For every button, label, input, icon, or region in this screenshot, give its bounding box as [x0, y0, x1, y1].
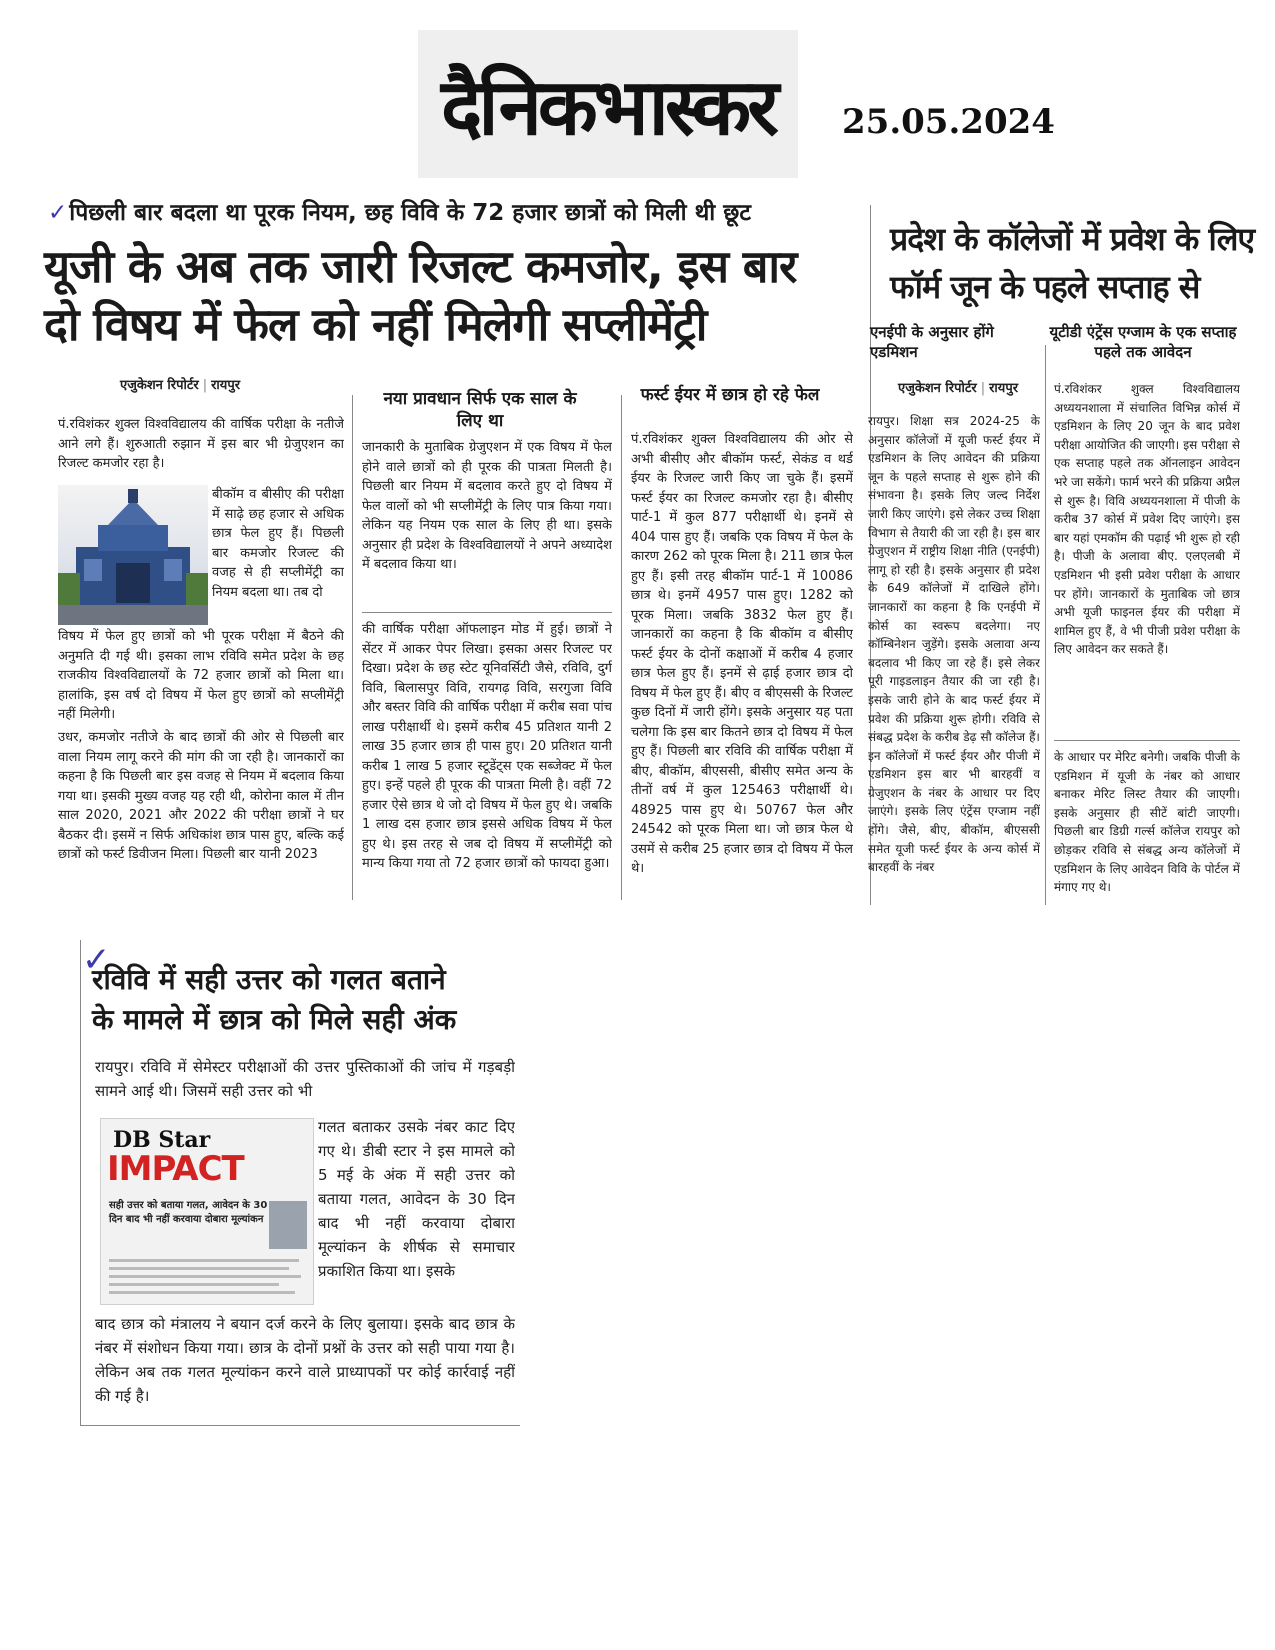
byline-place: रायपुर — [211, 378, 241, 393]
clipping-edge — [80, 940, 81, 1425]
right-col-a — [868, 412, 1040, 907]
col2-top — [362, 438, 612, 606]
main-headline — [44, 238, 874, 354]
byline-separator: | — [980, 381, 986, 396]
col1-beside-photo — [212, 485, 344, 625]
bottom-headline — [92, 960, 512, 1040]
right-col-b-bottom — [1054, 748, 1240, 908]
right-col-b-top-text: पं.रविशंकर शुक्ल विश्वविद्यालय अध्ययनशाला में संचालित विभिन्न कोर्स में एडमिशन के लिए 20 जून के बाद प्रवेश परीक्षा आयोजित की जाएगी। इस परीक्षा से एक सप्ताह पहले तक ऑनलाइन आवेदन भरे जा सकेंगे। फार्म भरने की प्रक्रिया अप्रैल से शुरू है। विवि अध्ययनशाला में पीजी के करीब 37 कोर्स में प्रवेश दिए जाएंगे। इस बार यहां एमकॉम की पढ़ाई भी शुरू हो रही है। पीजी के अलावा बीए. एलएलबी में एडमिशन भी इसी प्रवेश परीक्षा के आधार पर होंगे। जानकारों के मुताबिक जो छात्र अभी यूजी फाइनल ईयर की परीक्षा में शामिल हुए हैं, वे भी पीजी प्रवेश परीक्षा के लिए आवेदन कर सकते हैं। — [1054, 382, 1240, 657]
impact-label: IMPACT — [107, 1149, 244, 1189]
main-headline-line-2: दो विषय में फेल को नहीं मिलेगी सप्लीमेंट्री — [44, 298, 707, 351]
col1-intro-text: पं.रविशंकर शुक्ल विश्वविद्यालय की वार्षिक परीक्षा के नतीजे आने लगे हैं। शुरुआती रुझान में इस बार भी ग्रेजुएशन का रिजल्ट कमजोर रहा है। — [58, 417, 344, 471]
right-subhead-left: एनईपी के अनुसार होंगे एडमिशन — [870, 323, 994, 361]
right-subhead-right: यूटीडी एंट्रेंस एग्जाम के एक सप्ताह पहले तक आवेदन — [1049, 323, 1237, 361]
right-headline-line-2: फॉर्म जून के पहले सप्ताह से — [890, 268, 1200, 306]
col2-bottom — [362, 620, 612, 900]
clip-photo-thumbnail — [269, 1201, 307, 1249]
bottom-rest — [95, 1312, 515, 1422]
clip-text-line — [109, 1267, 289, 1270]
col1-intro — [58, 415, 344, 483]
bottom-beside-box — [318, 1115, 515, 1310]
col1-para-3 — [58, 728, 344, 898]
bottom-headline-line-1: रविवि में सही उत्तर को गलत बताने — [92, 963, 446, 996]
clipping-edge — [80, 1425, 520, 1426]
bottom-lead — [95, 1055, 515, 1115]
publication-date: 25.05.2024 — [842, 102, 1055, 142]
main-kicker-text: पिछली बार बदला था पूरक नियम, छह विवि के 72 हजार छात्रों को मिली थी छूट — [69, 200, 751, 226]
clip-text-line — [109, 1259, 299, 1262]
byline-separator: | — [202, 378, 208, 393]
right-col-b-top — [1054, 380, 1240, 732]
bottom-lead-text: रायपुर। रविवि में सेमेस्टर परीक्षाओं की उत्तर पुस्तिकाओं की जांच में गड़बड़ी सामने आई थी। जिसमें सही उत्तर को भी — [95, 1058, 515, 1100]
right-col-a-text: रायपुर। शिक्षा सत्र 2024-25 के अनुसार कॉलेजों में यूजी फर्स्ट ईयर में एडमिशन के लिए आवेदन की प्रक्रिया जून के पहले सप्ताह से शुरू होने की संभावना है। इसके लिए जल्द निर्देश जारी किए जाएंगे। इसे लेकर उच्च शिक्षा विभाग से तैयारी की जा रही है। इस बार ग्रेजुएशन में राष्ट्रीय शिक्षा नीति (एनईपी) लागू हो रही है। इसके अनुसार ही प्रदेश के 649 कॉलेजों में दाखिले होंगे। जानकारों का कहना है कि एनईपी में कोर्स का स्वरूप बदलेगा। नए कॉम्बिनेशन जुड़ेंगे। इसके अलावा अन्य बदलाव भी किए जा रहे हैं। इसे लेकर पूरी गाइडलाइन तैयार की जा रही है। इसके जारी होने के बाद फर्स्ट ईयर में प्रवेश की प्रक्रिया शुरू होगी। रविवि से संबद्ध प्रदेश के करीब डेढ़ सौ कॉलेज हैं। इन कॉलेजों में फर्स्ट ईयर और पीजी में एडमिशन इस बार भी बारहवीं व ग्रेजुएशन के नंबर के आधार पर दिए जाएंगे। इसके लिए एंट्रेंस एग्जाम नहीं होंगे। जैसे, बीए, बीकॉम, बीएससी समेत यूजी फर्स्ट ईयर के अन्य कोर्स में बारहवीं के नंबर — [868, 414, 1040, 875]
right-col-b-bottom-text: के आधार पर मेरिट बनेगी। जबकि पीजी के एडमिशन में यूजी के नंबर को आधार बनाकर मेरिट लिस्ट तैयार की जाएगी। इसके अनुसार ही सीटें बांटी जाएगी। पिछली बार डिग्री गर्ल्स कॉलेज रायपुर को छोड़कर रविवि से संबद्ध अन्य कॉलेजों में एडमिशन के लिए आवेदन विवि के पोर्टल में मंगाए गए थे। — [1054, 750, 1240, 895]
main-kicker — [48, 195, 868, 227]
col2-top-text: जानकारी के मुताबिक ग्रेजुएशन में एक विषय में फेल होने वाले छात्रों को ही पूरक की पात्रता मिलती है। पिछली बार नियम में बदलाव करते हुए दो विषय में फेल वालों को भी सप्लीमेंट्री के लिए पात्र किया गया। लेकिन यह नियम एक साल के लिए ही था। इसके अनुसार ही प्रदेश के विश्वविद्यालयों ने अपने अध्यादेश में बदलाव किया था। — [362, 440, 612, 572]
pen-mark-icon: ✓ — [48, 200, 68, 226]
col2-bottom-text: की वार्षिक परीक्षा ऑफलाइन मोड में हुई। छात्रों ने सेंटर में आकर पेपर लिखा। इसका असर रिजल्ट पर दिखा। प्रदेश के छह स्टेट यूनिवर्सिटी जैसे, रविवि, दुर्ग विवि, बिलासपुर विवि, रायगढ़ विवि, सरगुजा विवि और बस्तर विवि की वार्षिक परीक्षा में करीब सवा पांच लाख परीक्षार्थी थे। इसमें करीब 45 प्रतिशत यानी 2 लाख 35 हजार छात्र ही पास हुए। 20 प्रतिशत यानी करीब 1 लाख 5 हजार स्टूडेंट्स एक सब्जेक्ट में फेल हुए। इन्हें पहले ही पूरक की पात्रता मिली है। वहीं 72 हजार ऐसे छात्र थे जो दो विषय में फेल हुए थे। जबकि 1 लाख दस हजार छात्र इससे अधिक विषय में फेल हुए थे। इस तरह से जब दो विषय में सप्लीमेंट्री को मान्य किया गया तो 72 हजार छात्रों को फायदा हुआ। — [362, 622, 612, 871]
right-byline — [898, 378, 1018, 396]
col3-text: पं.रविशंकर शुक्ल विश्वविद्यालय की ओर से अभी बीसीए और बीकॉम फर्स्ट, सेकंड व थर्ड ईयर के रिजल्ट जारी किए जा चुके हैं। इसमें फर्स्ट ईयर का रिजल्ट कमजोर रहा है। बीसीए पार्ट-1 में कुल 877 परीक्षार्थी थे। इनमें से 404 पास हुए हैं। जबकि एक विषय में फेल के कारण 262 को पूरक मिला है। 211 छात्र फेल हुए हैं। इसी तरह बीकॉम पार्ट-1 में 10086 छात्र थे। इनमें 4957 पास हुए। 1282 को पूरक मिला। जबकि 3832 फेल हुए हैं। जानकारों का कहना है कि बीकॉम व बीसीए फर्स्ट ईयर के दोनों कक्षाओं में करीब 4 हजार छात्र फेल हुए हैं। इनमें से ढ़ाई हजार छात्र दो विषय में फेल हुए हैं। बीए व बीएससी के रिजल्ट कुछ दिनों में जारी होंगे। इसके अनुसार यह पता चलेगा कि इस बार कितने छात्र दो विषय में फेल हुए हैं। पिछली बार रविवि की वार्षिक परीक्षा में बीए, बीकॉम, बीएससी, बीसीए समेत अन्य के तीनों वर्ष में कुल 125463 परीक्षार्थी थे। 48925 पास हुए थे। 50767 फेल और 24542 को पूरक मिला था। जो छात्र फेल थे उसमें से करीब 25 हजार छात्र दो विषय में फेल थे। — [631, 432, 853, 876]
col3 — [631, 430, 853, 900]
subhead-col3: फर्स्ट ईयर में छात्र हो रहे फेल — [640, 385, 820, 405]
byline-place: रायपुर — [989, 381, 1019, 396]
byline-desk: एजुकेशन रिपोर्टर — [898, 381, 977, 396]
newspaper-name: दैनिकभास्कर — [441, 63, 775, 153]
col1-beside-photo-text: बीकॉम व बीसीए की परीक्षा में साढ़े छह हजार से अधिक छात्र फेल हुए हैं। पिछली बार कमजोर रिजल्ट की वजह से ही सप्लीमेंट्री का नियम बदला था। तब दो — [212, 487, 344, 600]
masthead-logo — [418, 30, 798, 178]
db-star-brand: DB Star — [113, 1127, 211, 1153]
bottom-headline-line-2: के मामले में छात्र को मिले सही अंक — [92, 1003, 457, 1036]
clip-text-line — [109, 1291, 295, 1294]
byline-desk: एजुकेशन रिपोर्टर — [120, 378, 199, 393]
right-headline — [890, 215, 1255, 311]
column-divider — [1054, 740, 1240, 741]
clip-text-line — [109, 1283, 279, 1286]
main-headline-line-1: यूजी के अब तक जारी रिजल्ट कमजोर, इस बार — [44, 240, 797, 293]
bottom-beside-box-text: गलत बताकर उसके नंबर काट दिए गए थे। डीबी स्टार ने इस मामले को 5 मई के अंक में सही उत्तर को बताया गलत, आवेदन के 30 दिन बाद भी नहीं करवाया दोबारा मूल्यांकन के शीर्षक से समाचार प्रकाशित किया था। इसके — [318, 1118, 515, 1280]
clip-text-line — [109, 1275, 301, 1278]
clip-headline: सही उत्तर को बताया गलत, आवेदन के 30 दिन बाद भी नहीं करवाया दोबारा मूल्यांकन — [109, 1200, 268, 1225]
column-divider — [362, 612, 612, 613]
pen-mark-icon: ✓ — [82, 940, 111, 980]
right-headline-line-1: प्रदेश के कॉलेजों में प्रवेश के लिए — [890, 220, 1255, 258]
bottom-rest-text: बाद छात्र को मंत्रालय ने बयान दर्ज करने के लिए बुलाया। इसके बाद छात्र के नंबर में संशोधन किया गया। छात्र के दोनों प्रश्नों के उत्तर को सही पाया गया है। लेकिन अब तक गलत मूल्यांकन करने वाले प्राध्यापकों पर कोई कार्रवाई नहीं की गई है। — [95, 1315, 515, 1405]
db-star-impact-clipping — [100, 1118, 314, 1305]
column-rule — [352, 395, 353, 900]
column-rule — [621, 395, 622, 900]
main-byline — [120, 375, 240, 393]
column-rule — [1045, 345, 1046, 905]
col1-para-2 — [58, 627, 344, 725]
col1-para-2-text: विषय में फेल हुए छात्रों को भी पूरक परीक्षा में बैठने की अनुमति दी गई थी। इसका लाभ रविवि समेत प्रदेश के छह राजकीय विश्वविद्यालयों के 72 हजार छात्रों को मिला था। हालांकि, इस वर्ष दो विषय में फेल हुए छात्रों को सप्लीमेंट्री नहीं मिलेगी। — [58, 629, 344, 722]
university-building-photo — [58, 485, 208, 625]
subhead-col2: नया प्रावधान सिर्फ एक साल के लिए था — [383, 389, 577, 431]
col1-para-3-text: उधर, कमजोर नतीजे के बाद छात्रों की ओर से पिछली बार वाला नियम लागू करने की मांग की जा रही है। जानकारों का कहना है कि पिछली बार इस वजह से नियम में बदलाव किया गया था। इसकी मुख्य वजह यह रही थी, कोरोना काल में तीन साल 2020, 2021 और 2022 की परीक्षा छात्रों ने घर बैठकर दी। इसमें न सिर्फ अधिकांश छात्र पास हुए, बल्कि कई छात्रों को फर्स्ट डिवीजन मिला। पिछली बार यानी 2023 — [58, 730, 344, 862]
university-building-illustration — [58, 485, 208, 625]
